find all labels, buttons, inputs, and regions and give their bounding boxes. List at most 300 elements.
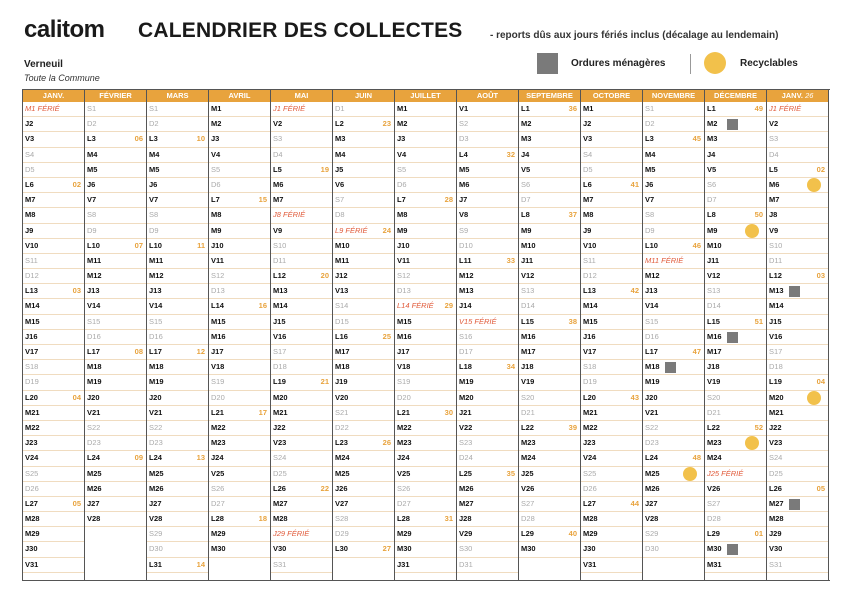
day-label: M5 (87, 164, 98, 174)
day-cell (85, 148, 146, 163)
day-cell (147, 208, 208, 223)
day-cell (519, 315, 580, 330)
day-cell (457, 315, 518, 330)
day-label: D9 (645, 225, 655, 235)
day-cell (767, 482, 828, 497)
day-cell (271, 178, 332, 193)
day-cell (147, 178, 208, 193)
month-name: AVRIL (228, 91, 251, 100)
day-cell (457, 527, 518, 542)
day-label: S5 (211, 164, 221, 174)
day-label: S23 (459, 438, 473, 448)
day-cell (85, 102, 146, 117)
day-label: D20 (397, 392, 411, 402)
week-number: 07 (134, 240, 143, 250)
day-label: D1 (335, 104, 345, 113)
day-label: L21 (397, 407, 410, 417)
day-label: M27 (273, 498, 288, 508)
day-label: J9 (25, 225, 34, 235)
day-cell (23, 224, 84, 239)
week-number: 23 (382, 119, 391, 129)
day-label: M5 (459, 164, 470, 174)
day-cell (705, 406, 766, 421)
day-cell (519, 284, 580, 299)
day-label: M1 (211, 104, 222, 113)
day-cell (767, 102, 828, 117)
brand-name: calitom (24, 16, 105, 43)
day-label: J5 (335, 164, 344, 174)
day-label: M14 (769, 301, 784, 311)
day-cell (519, 527, 580, 542)
day-cell (457, 497, 518, 512)
month-name: JUIN (354, 91, 373, 100)
day-cell (271, 239, 332, 254)
day-label: V16 (769, 331, 783, 341)
week-number: 39 (568, 422, 577, 432)
day-label: M4 (87, 149, 98, 159)
day-label: V31 (25, 559, 39, 569)
day-label: L1 (707, 104, 716, 113)
day-cell (23, 299, 84, 314)
day-cell (23, 254, 84, 269)
week-number: 35 (506, 468, 515, 478)
day-cell (767, 375, 828, 390)
day-label: S10 (769, 240, 783, 250)
day-cell (209, 542, 270, 557)
day-cell (23, 132, 84, 147)
day-label: L8 (707, 210, 716, 220)
day-cell (23, 406, 84, 421)
day-cell (209, 345, 270, 360)
day-label: M23 (397, 438, 412, 448)
day-label: S31 (273, 559, 287, 569)
day-label: V21 (87, 407, 101, 417)
day-label: V30 (273, 544, 287, 554)
day-label: V1 (459, 104, 469, 113)
day-cell (395, 558, 456, 573)
day-label: D4 (273, 149, 283, 159)
day-label: M28 (583, 514, 598, 524)
day-label: M21 (25, 407, 40, 417)
day-cell (23, 542, 84, 557)
day-cell (519, 482, 580, 497)
month-column (208, 90, 270, 580)
day-cell (705, 527, 766, 542)
day-label: M16 (521, 331, 536, 341)
day-label: V18 (211, 362, 225, 372)
day-cell (705, 451, 766, 466)
day-cell (147, 391, 208, 406)
day-label: D14 (521, 301, 535, 311)
day-label: M21 (769, 407, 784, 417)
day-label: S15 (645, 316, 659, 326)
day-label: J30 (583, 544, 596, 554)
day-cell (767, 208, 828, 223)
day-label: J15 (273, 316, 286, 326)
day-label: D5 (583, 164, 593, 174)
day-cell (395, 436, 456, 451)
day-label: J14 (459, 301, 472, 311)
day-cell (333, 148, 394, 163)
day-label: M8 (25, 210, 36, 220)
day-label: S21 (335, 407, 349, 417)
day-cell (271, 117, 332, 132)
day-cell (767, 451, 828, 466)
day-cell (85, 178, 146, 193)
day-label: V11 (211, 255, 224, 265)
day-label: D3 (459, 134, 469, 144)
day-label: M28 (769, 514, 784, 524)
day-cell (457, 436, 518, 451)
day-label: S27 (707, 498, 721, 508)
day-label: L23 (335, 438, 348, 448)
day-cell (209, 360, 270, 375)
day-cell (333, 178, 394, 193)
day-cell (457, 345, 518, 360)
day-cell (767, 345, 828, 360)
week-number: 41 (630, 179, 639, 189)
day-label: S1 (149, 104, 159, 113)
day-cell (85, 208, 146, 223)
day-cell (581, 117, 642, 132)
day-cell (209, 163, 270, 178)
day-label: D10 (459, 240, 473, 250)
week-number: 48 (692, 453, 701, 463)
day-cell (643, 451, 704, 466)
day-label: L3 (645, 134, 654, 144)
day-label: L2 (335, 119, 344, 129)
day-cell (519, 224, 580, 239)
day-label: L9 FÉRIÉ (335, 225, 368, 235)
day-cell (581, 102, 642, 117)
day-label: J4 (521, 149, 530, 159)
day-cell (23, 208, 84, 223)
month-column (766, 90, 829, 580)
day-cell (85, 421, 146, 436)
day-label: S19 (397, 377, 411, 387)
day-cell (147, 436, 208, 451)
month-name: NOVEMBRE (651, 91, 696, 100)
day-label: M23 (211, 438, 226, 448)
day-label: J10 (397, 240, 410, 250)
day-cell (705, 512, 766, 527)
day-cell (581, 269, 642, 284)
day-label: V25 (397, 468, 411, 478)
day-cell (395, 269, 456, 284)
day-cell (147, 224, 208, 239)
day-label: L25 (459, 468, 472, 478)
day-cell (581, 558, 642, 573)
day-cell (519, 208, 580, 223)
day-cell (23, 330, 84, 345)
day-label: M20 (459, 392, 474, 402)
week-number: 11 (197, 240, 205, 250)
month-header (519, 90, 580, 102)
week-number: 14 (196, 559, 205, 569)
month-column (332, 90, 394, 580)
day-label: D6 (397, 179, 407, 189)
day-label: J20 (149, 392, 162, 402)
day-cell (395, 497, 456, 512)
day-label: L7 (211, 195, 220, 205)
day-label: S24 (769, 453, 783, 463)
day-cell (395, 527, 456, 542)
day-cell (395, 299, 456, 314)
day-label: M13 (459, 286, 474, 296)
recyclables-marker-icon (683, 467, 697, 481)
household-waste-marker-icon (727, 332, 738, 343)
day-label: V13 (335, 286, 349, 296)
day-cell (147, 497, 208, 512)
day-label: D27 (211, 498, 225, 508)
day-cell (581, 391, 642, 406)
day-label: M16 (707, 331, 722, 341)
day-label: M7 (769, 195, 780, 205)
day-cell (643, 148, 704, 163)
day-label: M13 (769, 286, 784, 296)
day-label: L20 (583, 392, 596, 402)
day-label: L10 (149, 240, 162, 250)
day-label: M31 (707, 559, 722, 569)
day-cell (23, 269, 84, 284)
day-label: D18 (273, 362, 287, 372)
day-label: D30 (149, 544, 163, 554)
day-label: D22 (335, 422, 349, 432)
day-label: M19 (149, 377, 164, 387)
day-label: M5 (645, 164, 656, 174)
day-cell (643, 391, 704, 406)
day-label: M1 (397, 104, 408, 113)
day-label: M23 (521, 438, 536, 448)
day-cell (643, 299, 704, 314)
day-cell (519, 330, 580, 345)
week-number: 42 (630, 286, 639, 296)
day-cell (457, 451, 518, 466)
day-cell (333, 269, 394, 284)
recyclables-marker-icon (745, 224, 759, 238)
day-cell (271, 497, 332, 512)
legend-household-waste: Ordures ménagères (571, 58, 666, 69)
month-column (580, 90, 642, 580)
day-cell (23, 451, 84, 466)
day-label: J17 (397, 347, 410, 356)
day-cell (581, 284, 642, 299)
day-cell (581, 148, 642, 163)
day-label: M24 (707, 453, 722, 463)
day-cell (767, 330, 828, 345)
day-label: S13 (521, 286, 535, 296)
day-cell (209, 467, 270, 482)
day-label: M4 (149, 149, 160, 159)
day-cell (23, 163, 84, 178)
day-cell (705, 421, 766, 436)
day-cell (581, 360, 642, 375)
day-label: S31 (769, 559, 783, 569)
day-cell (333, 527, 394, 542)
day-label: M30 (707, 544, 722, 554)
day-cell (395, 117, 456, 132)
day-cell (147, 360, 208, 375)
day-cell (519, 406, 580, 421)
day-label: J17 (211, 347, 224, 356)
day-cell (643, 375, 704, 390)
day-cell (705, 315, 766, 330)
day-cell (643, 254, 704, 269)
day-cell (767, 512, 828, 527)
day-label: J24 (397, 453, 410, 463)
day-label: M10 (707, 240, 722, 250)
day-label: V31 (583, 559, 597, 569)
month-header (643, 90, 704, 102)
day-cell (85, 193, 146, 208)
day-label: V27 (335, 498, 349, 508)
day-cell (705, 148, 766, 163)
day-label: M2 (707, 119, 718, 129)
day-cell (519, 542, 580, 557)
day-cell (395, 102, 456, 117)
day-cell (581, 254, 642, 269)
day-cell (333, 345, 394, 360)
day-label: V11 (397, 255, 410, 265)
day-cell (457, 208, 518, 223)
day-cell (767, 315, 828, 330)
day-label: M15 (211, 316, 226, 326)
day-cell (271, 148, 332, 163)
day-label: V14 (645, 301, 659, 311)
day-label: S25 (25, 468, 39, 478)
day-cell (147, 345, 208, 360)
week-number: 31 (444, 514, 453, 524)
day-cell (643, 224, 704, 239)
day-cell (271, 406, 332, 421)
day-cell (643, 163, 704, 178)
day-label: S19 (211, 377, 225, 387)
day-cell (457, 391, 518, 406)
week-number: 34 (506, 362, 515, 372)
day-label: L14 (211, 301, 224, 311)
day-label: D23 (87, 438, 101, 448)
day-label: M14 (273, 301, 288, 311)
day-label: V18 (397, 362, 411, 372)
day-label: S1 (645, 104, 655, 113)
day-cell (705, 330, 766, 345)
recyclables-marker-icon (807, 391, 821, 405)
day-label: V24 (25, 453, 39, 463)
day-label: M11 FÉRIÉ (645, 255, 684, 265)
day-label: S11 (583, 255, 596, 265)
day-cell (85, 360, 146, 375)
day-label: S15 (149, 316, 163, 326)
day-cell (333, 375, 394, 390)
day-cell (519, 512, 580, 527)
day-cell (581, 193, 642, 208)
day-cell (209, 102, 270, 117)
day-label: L19 (769, 377, 782, 387)
day-cell (767, 239, 828, 254)
day-cell (209, 330, 270, 345)
day-label: J22 (273, 422, 286, 432)
day-cell (271, 193, 332, 208)
day-label: V16 (273, 331, 287, 341)
day-label: D7 (521, 195, 531, 205)
day-cell (705, 163, 766, 178)
day-cell (23, 102, 84, 117)
day-label: M11 (87, 255, 102, 265)
day-label: M22 (25, 422, 40, 432)
day-label: V10 (25, 240, 39, 250)
day-cell (643, 406, 704, 421)
day-label: D11 (769, 255, 783, 265)
day-label: V9 (769, 225, 779, 235)
day-cell (271, 421, 332, 436)
day-label: V4 (397, 149, 407, 159)
day-cell (85, 497, 146, 512)
day-cell (705, 436, 766, 451)
day-label: J4 (707, 149, 716, 159)
day-label: M23 (707, 438, 722, 448)
day-label: M8 (583, 210, 594, 220)
day-label: S30 (459, 544, 473, 554)
day-cell (643, 208, 704, 223)
day-label: J3 (211, 134, 220, 144)
day-cell (519, 360, 580, 375)
day-cell (23, 345, 84, 360)
day-cell (705, 239, 766, 254)
town-name: Verneuil (24, 59, 63, 70)
day-cell (519, 467, 580, 482)
day-cell (767, 360, 828, 375)
day-cell (85, 406, 146, 421)
day-cell (457, 269, 518, 284)
month-name: JANV. (781, 91, 803, 100)
day-label: M29 (211, 529, 226, 539)
day-label: D4 (769, 149, 779, 159)
day-label: L7 (397, 195, 406, 205)
day-label: V4 (211, 149, 221, 159)
day-cell (209, 482, 270, 497)
day-cell (271, 558, 332, 573)
day-cell (271, 224, 332, 239)
holiday-note: - reports dûs aux jours fériés inclus (décalage au lendemain) (490, 30, 779, 41)
day-cell (457, 542, 518, 557)
day-label: M9 (211, 225, 222, 235)
day-label: D17 (459, 347, 473, 356)
day-cell (23, 375, 84, 390)
day-cell (395, 224, 456, 239)
day-label: S12 (211, 271, 225, 281)
day-label: J27 (87, 498, 100, 508)
day-label: M12 (149, 271, 164, 281)
day-cell (85, 163, 146, 178)
day-cell (333, 512, 394, 527)
day-cell (457, 239, 518, 254)
day-label: M7 (25, 195, 36, 205)
day-label: D5 (25, 164, 35, 174)
day-cell (147, 482, 208, 497)
day-label: S26 (211, 483, 225, 493)
day-label: V28 (645, 514, 659, 524)
month-column (394, 90, 456, 580)
day-cell (395, 208, 456, 223)
day-label: M18 (335, 362, 350, 372)
day-label: D15 (335, 316, 349, 326)
day-label: M26 (87, 483, 102, 493)
day-cell (643, 239, 704, 254)
day-label: M29 (25, 529, 40, 539)
day-cell (581, 224, 642, 239)
day-label: S6 (707, 179, 717, 189)
day-label: M6 (769, 179, 780, 189)
